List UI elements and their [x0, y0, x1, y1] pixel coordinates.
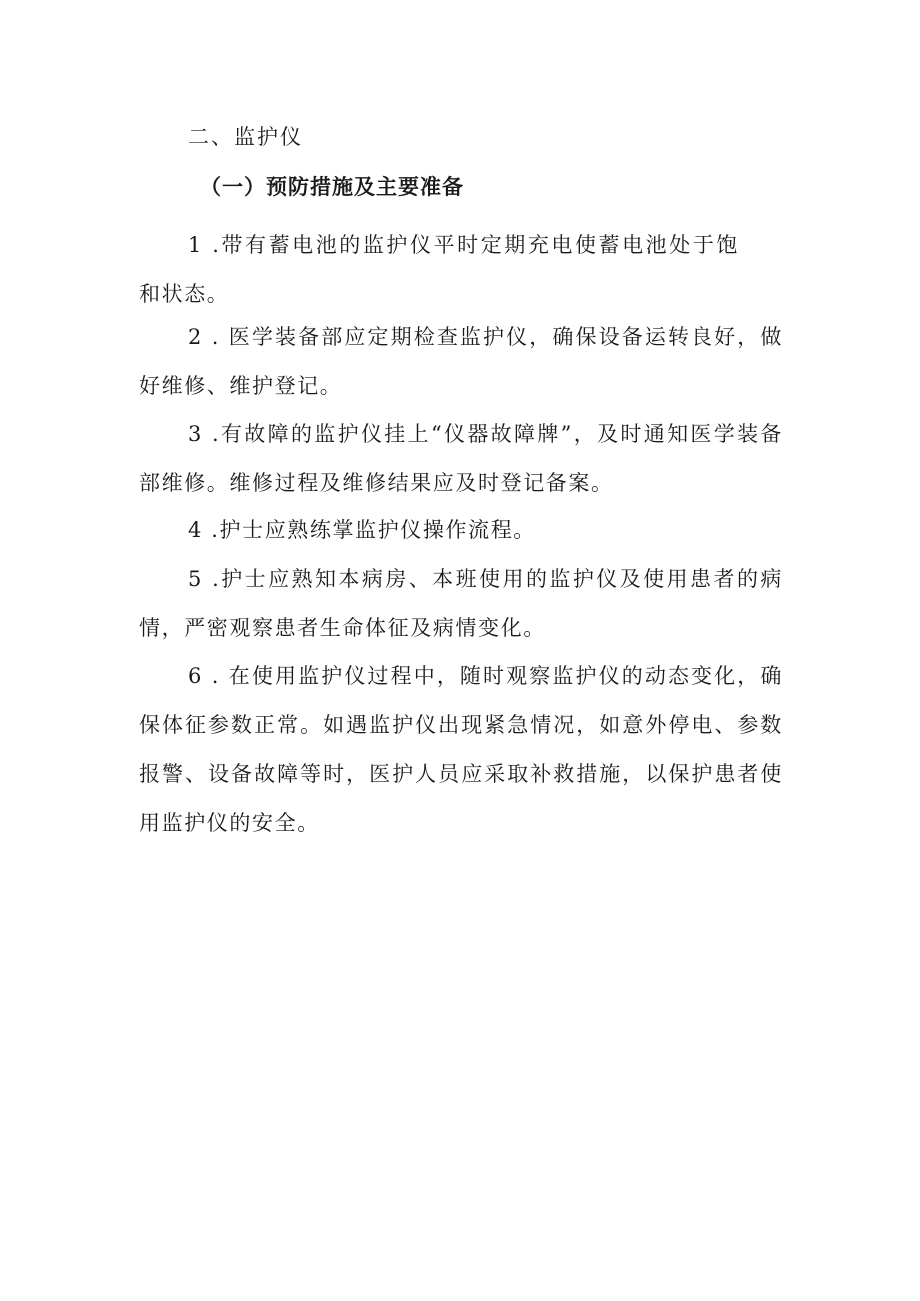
paragraph-1: 1 .带有蓄电池的监护仪平时定期充电使蓄电池处于饱和状态。	[139, 233, 739, 306]
section-heading: 二、监护仪	[188, 125, 303, 149]
paragraph-2: 2 . 医学装备部应定期检查监护仪，确保设备运转良好，做好维修、维护登记。	[139, 325, 783, 398]
paragraph-5: 5 .护士应熟知本病房、本班使用的监护仪及使用患者的病情，严密观察患者生命体征及病情变化。	[139, 567, 783, 640]
subsection-heading: （一）预防措施及主要准备	[200, 174, 464, 199]
paragraph-3: 3 .有故障的监护仪挂上“仪器故障牌”，及时通知医学装备部维修。维修过程及维修结果应及时登记备案。	[139, 422, 783, 495]
paragraph-6: 6 . 在使用监护仪过程中，随时观察监护仪的动态变化，确保体征参数正常。如遇监护仪出现紧急情况，如意外停电、参数报警、设备故障等时，医护人员应采取补救措施，以保护患者使用监护仪的安全。	[139, 664, 783, 835]
paragraph-4: 4 .护士应熟练掌监护仪操作流程。	[188, 518, 536, 542]
